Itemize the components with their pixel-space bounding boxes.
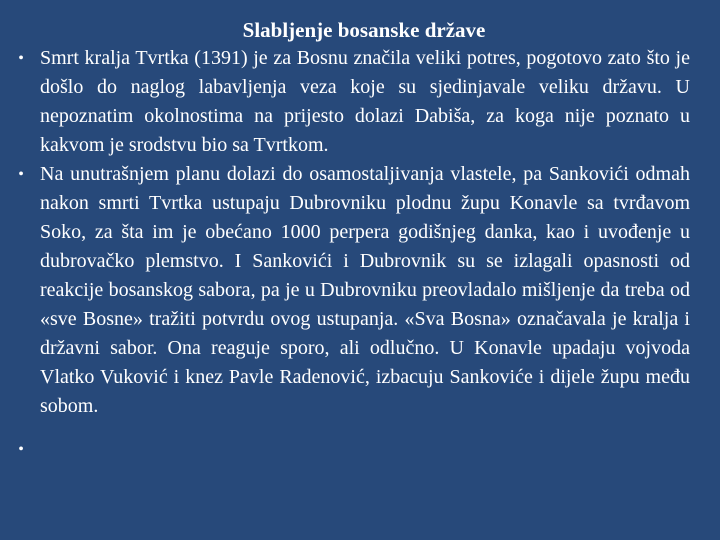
bullet-list <box>14 44 690 464</box>
bullet-icon: • <box>18 50 24 67</box>
bullet-text: Smrt kralja Tvrtka (1391) je za Bosnu značila veliki potres, pogotovo zato što je došlo do naglog labavljenja veza koje su sjedinjavale veliku državu. U nepoznatim okolnostima na prijesto dolazi Dabiša, za koga nije poznato u kakvom je srodstvu bio sa Tvrtkom. <box>40 47 690 156</box>
bullet-icon: • <box>18 166 24 183</box>
bullet-item <box>14 160 690 421</box>
bullet-item-empty <box>14 435 690 464</box>
slide-title: Slabljenje bosanske države <box>242 18 486 42</box>
bullet-item <box>14 44 690 160</box>
bullet-text: Na unutrašnjem planu dolazi do osamostaljivanja vlastele, pa Sankovići odmah nakon smrti Tvrtka ustupaju Dubrovniku plodnu župu Konavle sa tvrđavom Soko, za šta im je obećano 1000 perpera godišnjeg danka, kao i uvođenje u dubrovačko plemstvo. I Sankovići i Dubrovnik su se izlagali opasnosti od reakcije bosanskog sabora, pa je u Dubrovniku preovladalo mišljenje da treba od «sve Bosne» tražiti potvrdu ovog ustupanja. «Sva Bosna» označavala je kralja i državni sabor. Ona reaguje sporo, ali odlučno. U Konavle upadaju vojvoda Vlatko Vuković i knez Pavle Radenović, izbacuju Sankoviće i dijele župu među sobom. <box>40 163 690 417</box>
bullet-icon: • <box>18 441 24 458</box>
